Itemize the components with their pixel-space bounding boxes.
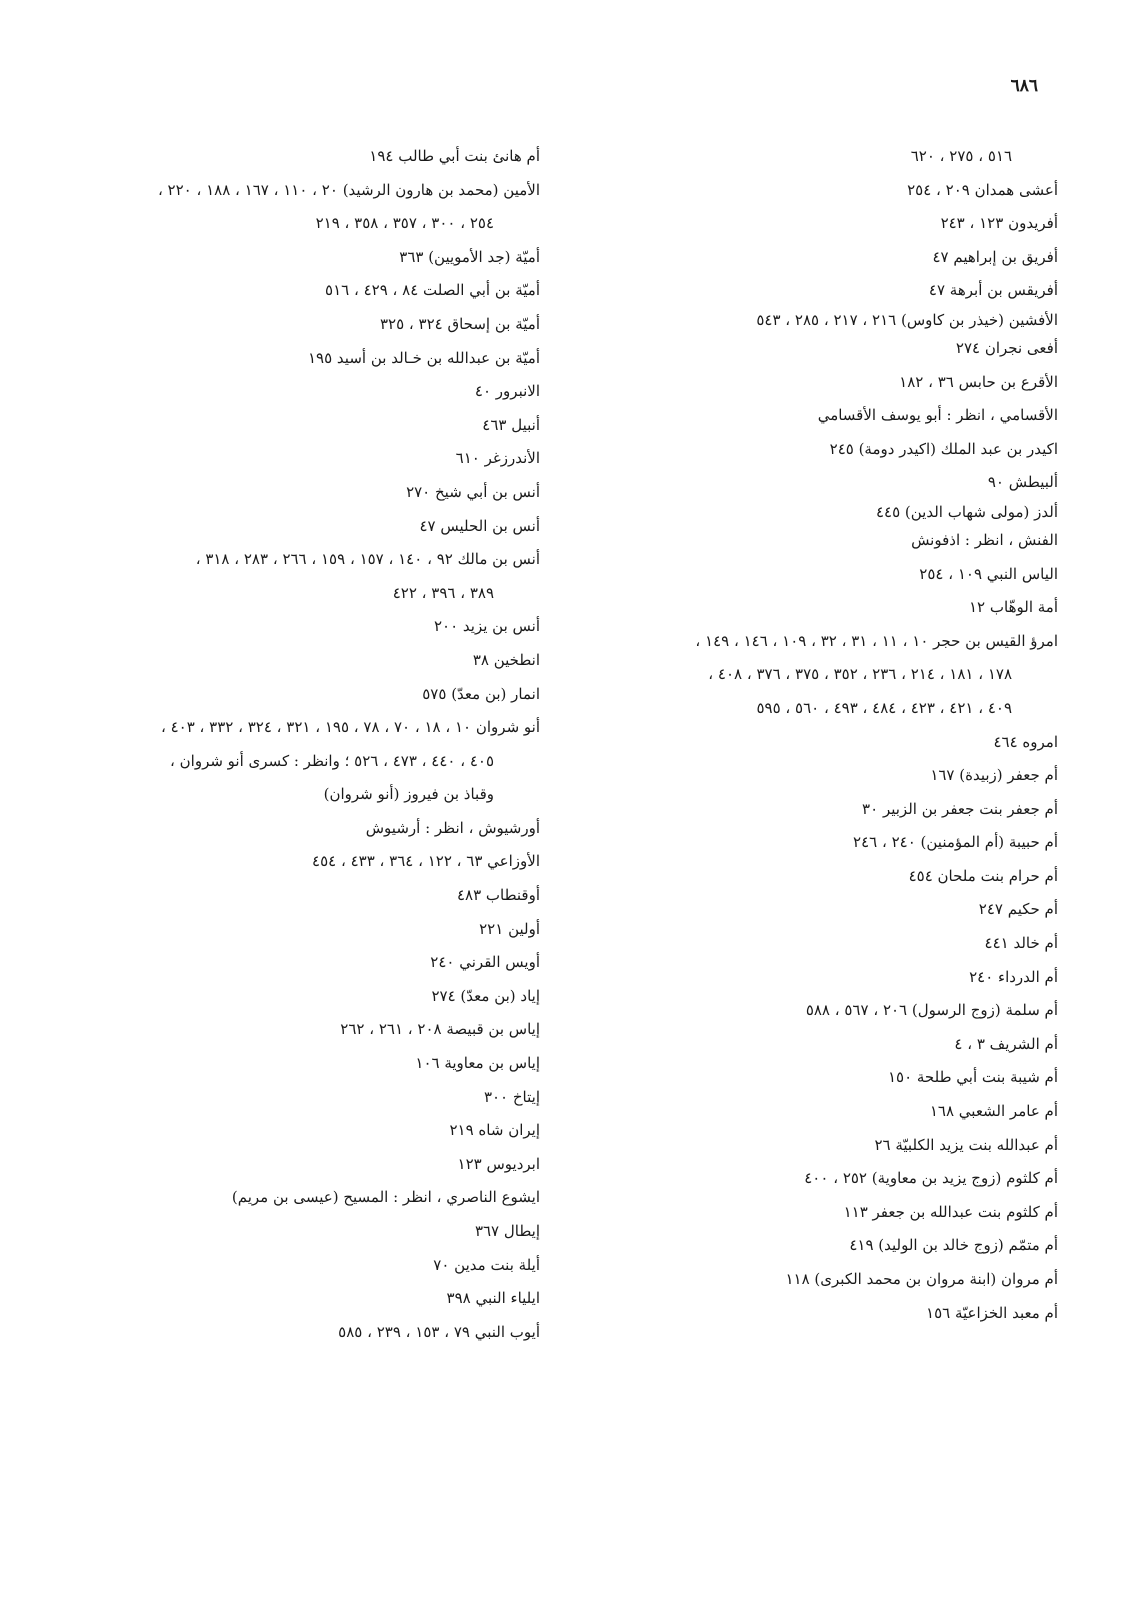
index-entry: أفريق بن إبراهيم ٤٧ [932,247,1058,266]
index-entry: الأندرزغر ٦١٠ [455,449,540,468]
index-entry: إياس بن معاوية ١٠٦ [415,1054,540,1073]
index-entry: أنس بن مالك ٩٢ ، ١٤٠ ، ١٥٧ ، ١٥٩ ، ٢٦٦ ، ٢٨٣ ، ٣١٨ ، [195,550,540,569]
index-entry: ابرديوس ١٢٣ [457,1154,540,1173]
index-entry: أم عبدالله بنت يزيد الكلبيّة ٢٦ [874,1135,1058,1154]
index-entry: أم حبيبة (أم المؤمنين) ٢٤٠ ، ٢٤٦ [853,833,1058,852]
index-entry: أم شيبة بنت أبي طلحة ١٥٠ [887,1068,1058,1087]
index-entry: أم جعفر بنت جعفر بن الزبير ٣٠ [862,799,1058,818]
index-entry: أم جعفر (زبيدة) ١٦٧ [930,766,1058,785]
index-entry: أفريقس بن أبرهة ٤٧ [928,281,1058,300]
index-entry: إيطال ٣٦٧ [474,1222,540,1240]
index-entry: أم حكيم ٢٤٧ [978,900,1058,919]
index-entry: أنس بن يزيد ٢٠٠ [433,617,540,636]
index-entry: أم الدرداء ٢٤٠ [969,967,1058,986]
index-entry: أفريدون ١٢٣ ، ٢٤٣ [940,214,1058,233]
index-entry: إيران شاه ٢١٩ [449,1121,540,1140]
index-entry: أيوب النبي ٧٩ ، ١٥٣ ، ٢٣٩ ، ٥٨٥ [338,1322,540,1341]
index-entry: ٥١٦ ، ٢٧٥ ، ٦٢٠ [910,147,1012,165]
index-entry: أعشى همدان ٢٠٩ ، ٢٥٤ [907,180,1058,199]
index-entry: ايلياء النبي ٣٩٨ [446,1289,540,1308]
index-entry: الانبرور ٤٠ [474,382,540,401]
index-entry: أمة الوهّاب ١٢ [969,598,1058,617]
index-entry: أميّة بن أبي الصلت ٨٤ ، ٤٢٩ ، ٥١٦ [325,281,540,300]
index-entry: الأقرع بن حابس ٣٦ ، ١٨٢ [899,372,1058,391]
index-entry: أنس بن أبي شيخ ٢٧٠ [406,482,540,501]
index-entry: أم حرام بنت ملحان ٤٥٤ [908,866,1058,885]
index-entry: ألبيطش ٩٠ [987,473,1058,492]
index-entry: أم سلمة (زوج الرسول) ٢٠٦ ، ٥٦٧ ، ٥٨٨ [805,1001,1058,1020]
page-number: ٦٨٦ [1010,76,1038,96]
index-entry: ألدز (مولى شهاب الدين) ٤٤٥ [875,502,1058,521]
index-entry: أنو شروان ١٠ ، ١٨ ، ٧٠ ، ٧٨ ، ١٩٥ ، ٣٢١ ، ٣٢٤ ، ٣٣٢ ، ٤٠٣ ، [161,718,540,737]
index-entry: إياد (بن معدّ) ٢٧٤ [431,986,540,1005]
index-entry: أيلة بنت مدين ٧٠ [433,1255,540,1274]
index-entry: أم كلثوم بنت عبدالله بن جعفر ١١٣ [843,1202,1058,1221]
index-entry: انمار (بن معدّ) ٥٧٥ [422,684,540,703]
index-entry: أم هانئ بنت أبي طالب ١٩٤ [369,147,540,165]
index-entry: أميّة بن إسحاق ٣٢٤ ، ٣٢٥ [379,314,540,333]
index-entry: الأوزاعي ٦٣ ، ١٢٢ ، ٣٦٤ ، ٤٣٣ ، ٤٥٤ [312,852,540,871]
index-entry: أميّة بن عبدالله بن خـالد بن أسيد ١٩٥ [307,348,540,367]
index-entry: أنس بن الحليس ٤٧ [419,516,540,535]
index-column-right [558,140,1058,1330]
index-entry: ٤٠٥ ، ٤٤٠ ، ٤٧٣ ، ٥٢٦ ؛ وانظر : كسرى أنو شروان ، [170,751,494,770]
index-entry: امروه ٤٦٤ [993,732,1058,751]
index-entry: ١٧٨ ، ١٨١ ، ٢١٤ ، ٢٣٦ ، ٣٥٢ ، ٣٧٥ ، ٣٧٦ ، ٤٠٨ ، [708,665,1012,684]
index-entry: أولين ٢٢١ [479,919,540,938]
index-entry: وقباذ بن فيروز (أنو شروان) [323,785,494,804]
index-entry: أم مروان (ابنة مروان بن محمد الكبرى) ١١٨ [785,1270,1058,1288]
index-entry: أم معبد الخزاعيّة ١٥٦ [926,1303,1058,1322]
index-entry: أم خالد ٤٤١ [984,934,1058,953]
index-entry: ٣٨٩ ، ٣٩٦ ، ٤٢٢ [392,583,494,602]
index-entry: انطخين ٣٨ [472,650,540,669]
index-entry: إيتاخ ٣٠٠ [483,1087,540,1106]
index-entry: أوقنطاب ٤٨٣ [456,886,540,905]
index-entry: الياس النبي ١٠٩ ، ٢٥٤ [919,564,1058,583]
index-entry: أم عامر الشعبي ١٦٨ [929,1102,1058,1121]
index-entry: أورشيوش ، انظر : أرشيوش [365,818,540,837]
index-entry: أميّة (جد الأمويين) ٣٦٣ [399,247,540,266]
index-entry: الأمين (محمد بن هارون الرشيد) ٢٠ ، ١١٠ ، ١٦٧ ، ١٨٨ ، ٢٢٠ ، [157,180,540,199]
index-entry: ٢٥٤ ، ٣٠٠ ، ٣٥٧ ، ٣٥٨ ، ٢١٩ [315,214,494,233]
index-entry: الأقسامي ، انظر : أبو يوسف الأقسامي [817,406,1058,425]
index-entry: اكيدر بن عبد الملك (اكيدر دومة) ٢٤٥ [829,439,1058,458]
index-entry: إياس بن قبيصة ٢٠٨ ، ٢٦١ ، ٢٦٢ [340,1020,540,1039]
index-entry: أويس القرني ٢٤٠ [430,953,540,972]
index-entry: ايشوع الناصري ، انظر : المسيح (عيسى بن مريم) [231,1188,540,1207]
index-entry: الأفشين (خيذر بن كاوس) ٢١٦ ، ٢١٧ ، ٢٨٥ ، ٥٤٣ [756,310,1058,329]
index-entry: أفعى نجران ٢٧٤ [955,338,1058,357]
index-entry: ٤٠٩ ، ٤٢١ ، ٤٢٣ ، ٤٨٤ ، ٤٩٣ ، ٥٦٠ ، ٥٩٥ [756,698,1012,717]
index-entry: امرؤ القيس بن حجر ١٠ ، ١١ ، ٣١ ، ٣٢ ، ١٠٩ ، ١٤٦ ، ١٤٩ ، [695,631,1058,650]
index-entry: أنبيل ٤٦٣ [482,415,540,434]
index-entry: أم كلثوم (زوج يزيد بن معاوية) ٢٥٢ ، ٤٠٠ [804,1169,1058,1188]
index-entry: الفنش ، انظر : اذفونش [911,530,1058,549]
index-entry: أم الشريف ٣ ، ٤ [954,1034,1058,1053]
index-entry: أم متمّم (زوج خالد بن الوليد) ٤١٩ [849,1236,1058,1255]
index-column-left [40,140,540,1349]
